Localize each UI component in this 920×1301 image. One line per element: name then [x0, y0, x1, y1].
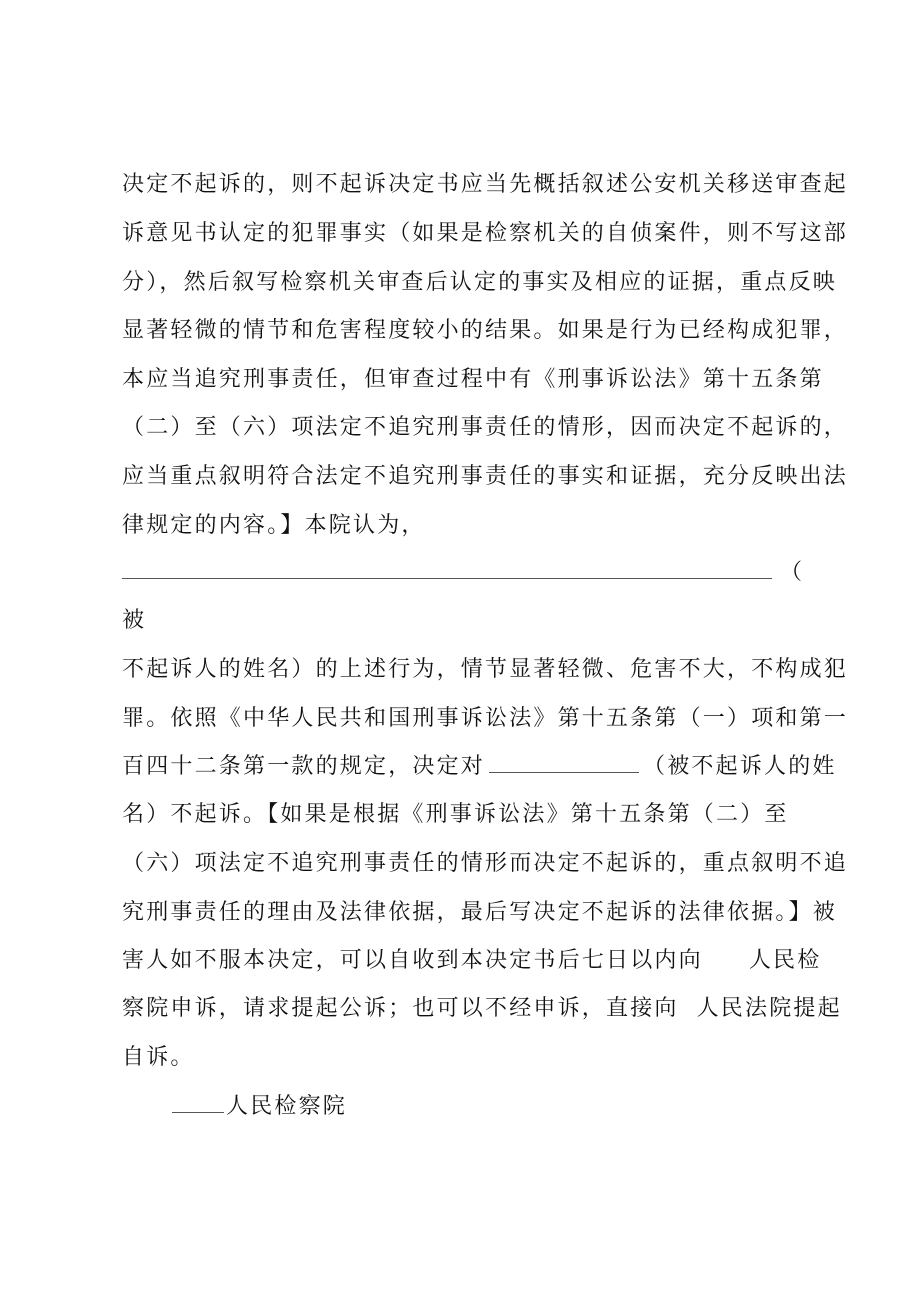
- blank-line-suffix: （: [780, 560, 805, 585]
- text-line-12: （六）项法定不追究刑事责任的情形而决定不起诉的，重点叙明不追: [122, 851, 849, 876]
- text-line-8: 律规定的内容。】本院认为，: [122, 513, 426, 538]
- text-line-11: 名）不起诉。【如果是根据《刑事诉讼法》第十五条第（二）至: [122, 802, 789, 827]
- text-line-5: 本应当追究刑事责任，但审查过程中有《刑事诉讼法》第十五条第: [122, 367, 824, 392]
- text-line-10: 罪。依照《中华人民共和国刑事诉讼法》第十五条第（一）项和第一: [122, 706, 849, 731]
- blank-line-row: [122, 558, 804, 588]
- gap1-after-text: 人民检: [748, 948, 822, 973]
- signature-line: [172, 1092, 347, 1122]
- text-line-6: （二）至（六）项法定不追究刑事责任的情形，因而决定不起诉的，: [122, 415, 849, 440]
- text-line-1: 决定不起诉的，则不起诉决定书应当先概括叙述公安机关移送审查起: [122, 172, 849, 197]
- fill-in-blank-long[interactable]: [122, 558, 772, 579]
- text-line-7: 应当重点叙明符合法定不追究刑事责任的事实和证据，充分反映出法: [122, 464, 849, 489]
- text-line-9: 不起诉人的姓名）的上述行为，情节显著轻微、危害不大，不构成犯: [122, 657, 849, 682]
- text-line-13: 究刑事责任的理由及法律依据，最后写决定不起诉的法律依据。】被: [122, 900, 838, 925]
- blank-line-after-text: （被不起诉人的姓: [643, 754, 837, 779]
- fill-in-blank-name[interactable]: [489, 752, 639, 773]
- text-line-3: 分），然后叙写检察机关审查后认定的事实及相应的证据，重点反映: [122, 270, 838, 295]
- gap2-before-text: 察院申诉，请求提起公诉；也可以不经申诉，直接向: [122, 996, 679, 1021]
- blank-line-before-text: 百四十二条第一款的规定，决定对: [122, 754, 486, 779]
- text-line-gap2: [122, 994, 842, 1024]
- text-line-with-blank: [122, 752, 837, 782]
- signature-text: 人民检察院: [226, 1094, 348, 1119]
- gap2-after-text: 人民法院提起: [696, 996, 842, 1021]
- text-line-4: 显著轻微的情节和危害程度较小的结果。如果是行为已经构成犯罪，: [122, 318, 849, 343]
- gap1-before-text: 害人如不服本决定，可以自收到本决定书后七日以内向: [122, 948, 703, 973]
- text-line-gap1: [122, 946, 821, 976]
- text-line-after-blank: 被: [122, 608, 147, 633]
- fill-in-blank-procuratorate[interactable]: [172, 1092, 224, 1113]
- text-line-2: 诉意见书认定的犯罪事实（如果是检察机关的自侦案件，则不写这部: [122, 221, 849, 246]
- text-line-last: 自诉。: [122, 1045, 195, 1070]
